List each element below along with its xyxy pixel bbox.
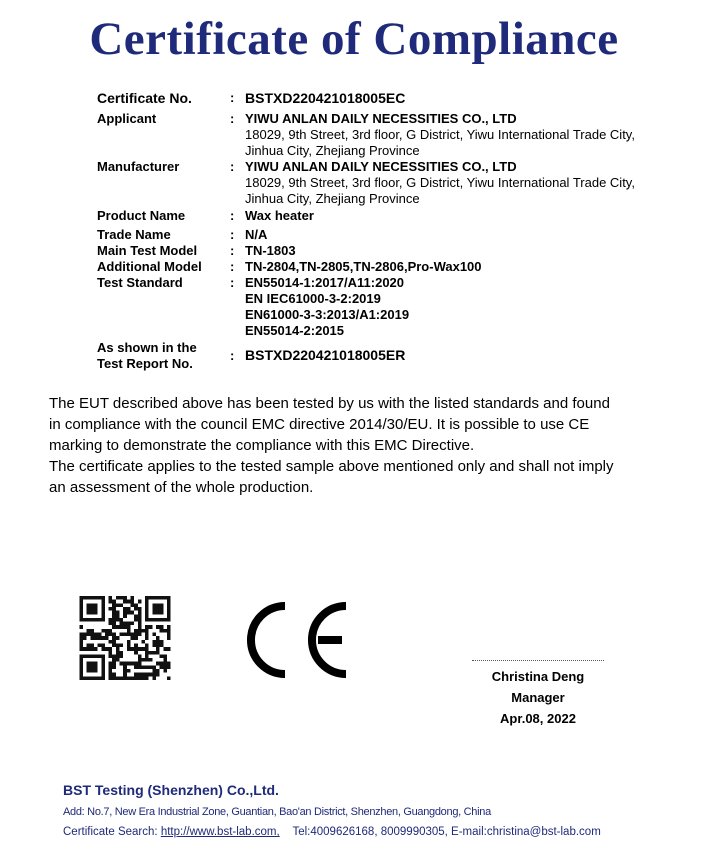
- signatory-name: Christina Deng: [491, 669, 585, 684]
- field-colon: :: [230, 111, 235, 126]
- manufacturer-address-line1: 18029, 9th Street, 3rd floor, G District, Yiwu International Trade City,: [245, 175, 635, 190]
- test-standard-item: EN55014-1:2017/A11:2020: [245, 275, 405, 290]
- field-colon: :: [230, 159, 235, 174]
- field-label: Test Standard: [97, 275, 183, 290]
- footer-address: Add: No.7, New Era Industrial Zone, Guantian, Bao'an District, Shenzhen, Guangdong, China: [63, 806, 491, 818]
- statement-line: in compliance with the council EMC directive 2014/30/EU. It is possible to use CE: [49, 416, 590, 433]
- additional-model-value: TN-2804,TN-2805,TN-2806,Pro-Wax100: [245, 259, 482, 274]
- field-label: Additional Model: [97, 259, 202, 274]
- certificate-number: BSTXD220421018005EC: [245, 90, 406, 106]
- manufacturer-value: [245, 159, 635, 207]
- qr-code-icon: [79, 596, 171, 680]
- test-standard-item: EN55014-2:2015: [245, 323, 345, 338]
- product-name-value: Wax heater: [245, 208, 314, 223]
- field-label: Trade Name: [97, 227, 171, 242]
- certificate-title: Certificate of Compliance: [89, 13, 619, 65]
- applicant-address-line1: 18029, 9th Street, 3rd floor, G District, Yiwu International Trade City,: [245, 127, 635, 142]
- footer-company: BST Testing (Shenzhen) Co.,Ltd.: [63, 782, 279, 798]
- statement-line: an assessment of the whole production.: [49, 479, 314, 496]
- field-label: [97, 340, 229, 372]
- signature-date: Apr.08, 2022: [500, 711, 576, 726]
- field-label: Applicant: [97, 111, 157, 126]
- test-report-number: BSTXD220421018005ER: [245, 347, 406, 363]
- qr-modules: [79, 596, 170, 680]
- statement-line: The certificate applies to the tested sample above mentioned only and shall not imply: [49, 458, 614, 475]
- applicant-address-line2: Jinhua City, Zhejiang Province: [245, 143, 420, 158]
- field-label: Main Test Model: [97, 243, 198, 258]
- signature-line: [472, 660, 604, 661]
- contact-details: Tel:4009626168, 8009990305, E-mail:christina@bst-lab.com: [292, 826, 601, 838]
- test-standard-item: EN IEC61000-3-2:2019: [245, 291, 381, 306]
- footer-contact: [63, 826, 601, 838]
- test-report-label-line2: Test Report No.: [97, 356, 193, 371]
- manufacturer-name: YIWU ANLAN DAILY NECESSITIES CO., LTD: [245, 159, 517, 174]
- test-report-label-line1: As shown in the: [97, 340, 197, 355]
- statement-line: The EUT described above has been tested by us with the listed standards and found: [49, 395, 610, 412]
- field-colon: :: [230, 227, 235, 242]
- certificate-search-link[interactable]: http://www.bst-lab.com,: [160, 826, 280, 838]
- field-label: Manufacturer: [97, 159, 180, 174]
- certificate-search-label: Certificate Search:: [63, 826, 158, 838]
- manufacturer-address-line2: Jinhua City, Zhejiang Province: [245, 191, 420, 206]
- field-label: Product Name: [97, 208, 186, 223]
- field-colon: :: [230, 90, 235, 105]
- field-colon: :: [230, 259, 235, 274]
- signatory-role: Manager: [511, 690, 565, 705]
- trade-name-value: N/A: [245, 227, 268, 242]
- compliance-statement: [49, 393, 689, 498]
- statement-line: marking to demonstrate the compliance with this EMC Directive.: [49, 437, 475, 454]
- applicant-value: [245, 111, 635, 159]
- field-colon: :: [230, 208, 235, 223]
- ce-mark-icon: [240, 600, 350, 680]
- field-label: Certificate No.: [97, 90, 192, 106]
- main-test-model-value: TN-1803: [245, 243, 296, 258]
- field-colon: :: [230, 275, 235, 290]
- test-standard-item: EN61000-3-3:2013/A1:2019: [245, 307, 410, 322]
- test-standard-list: [245, 275, 409, 339]
- field-colon: :: [230, 243, 235, 258]
- applicant-name: YIWU ANLAN DAILY NECESSITIES CO., LTD: [245, 111, 517, 126]
- field-colon: :: [230, 348, 235, 363]
